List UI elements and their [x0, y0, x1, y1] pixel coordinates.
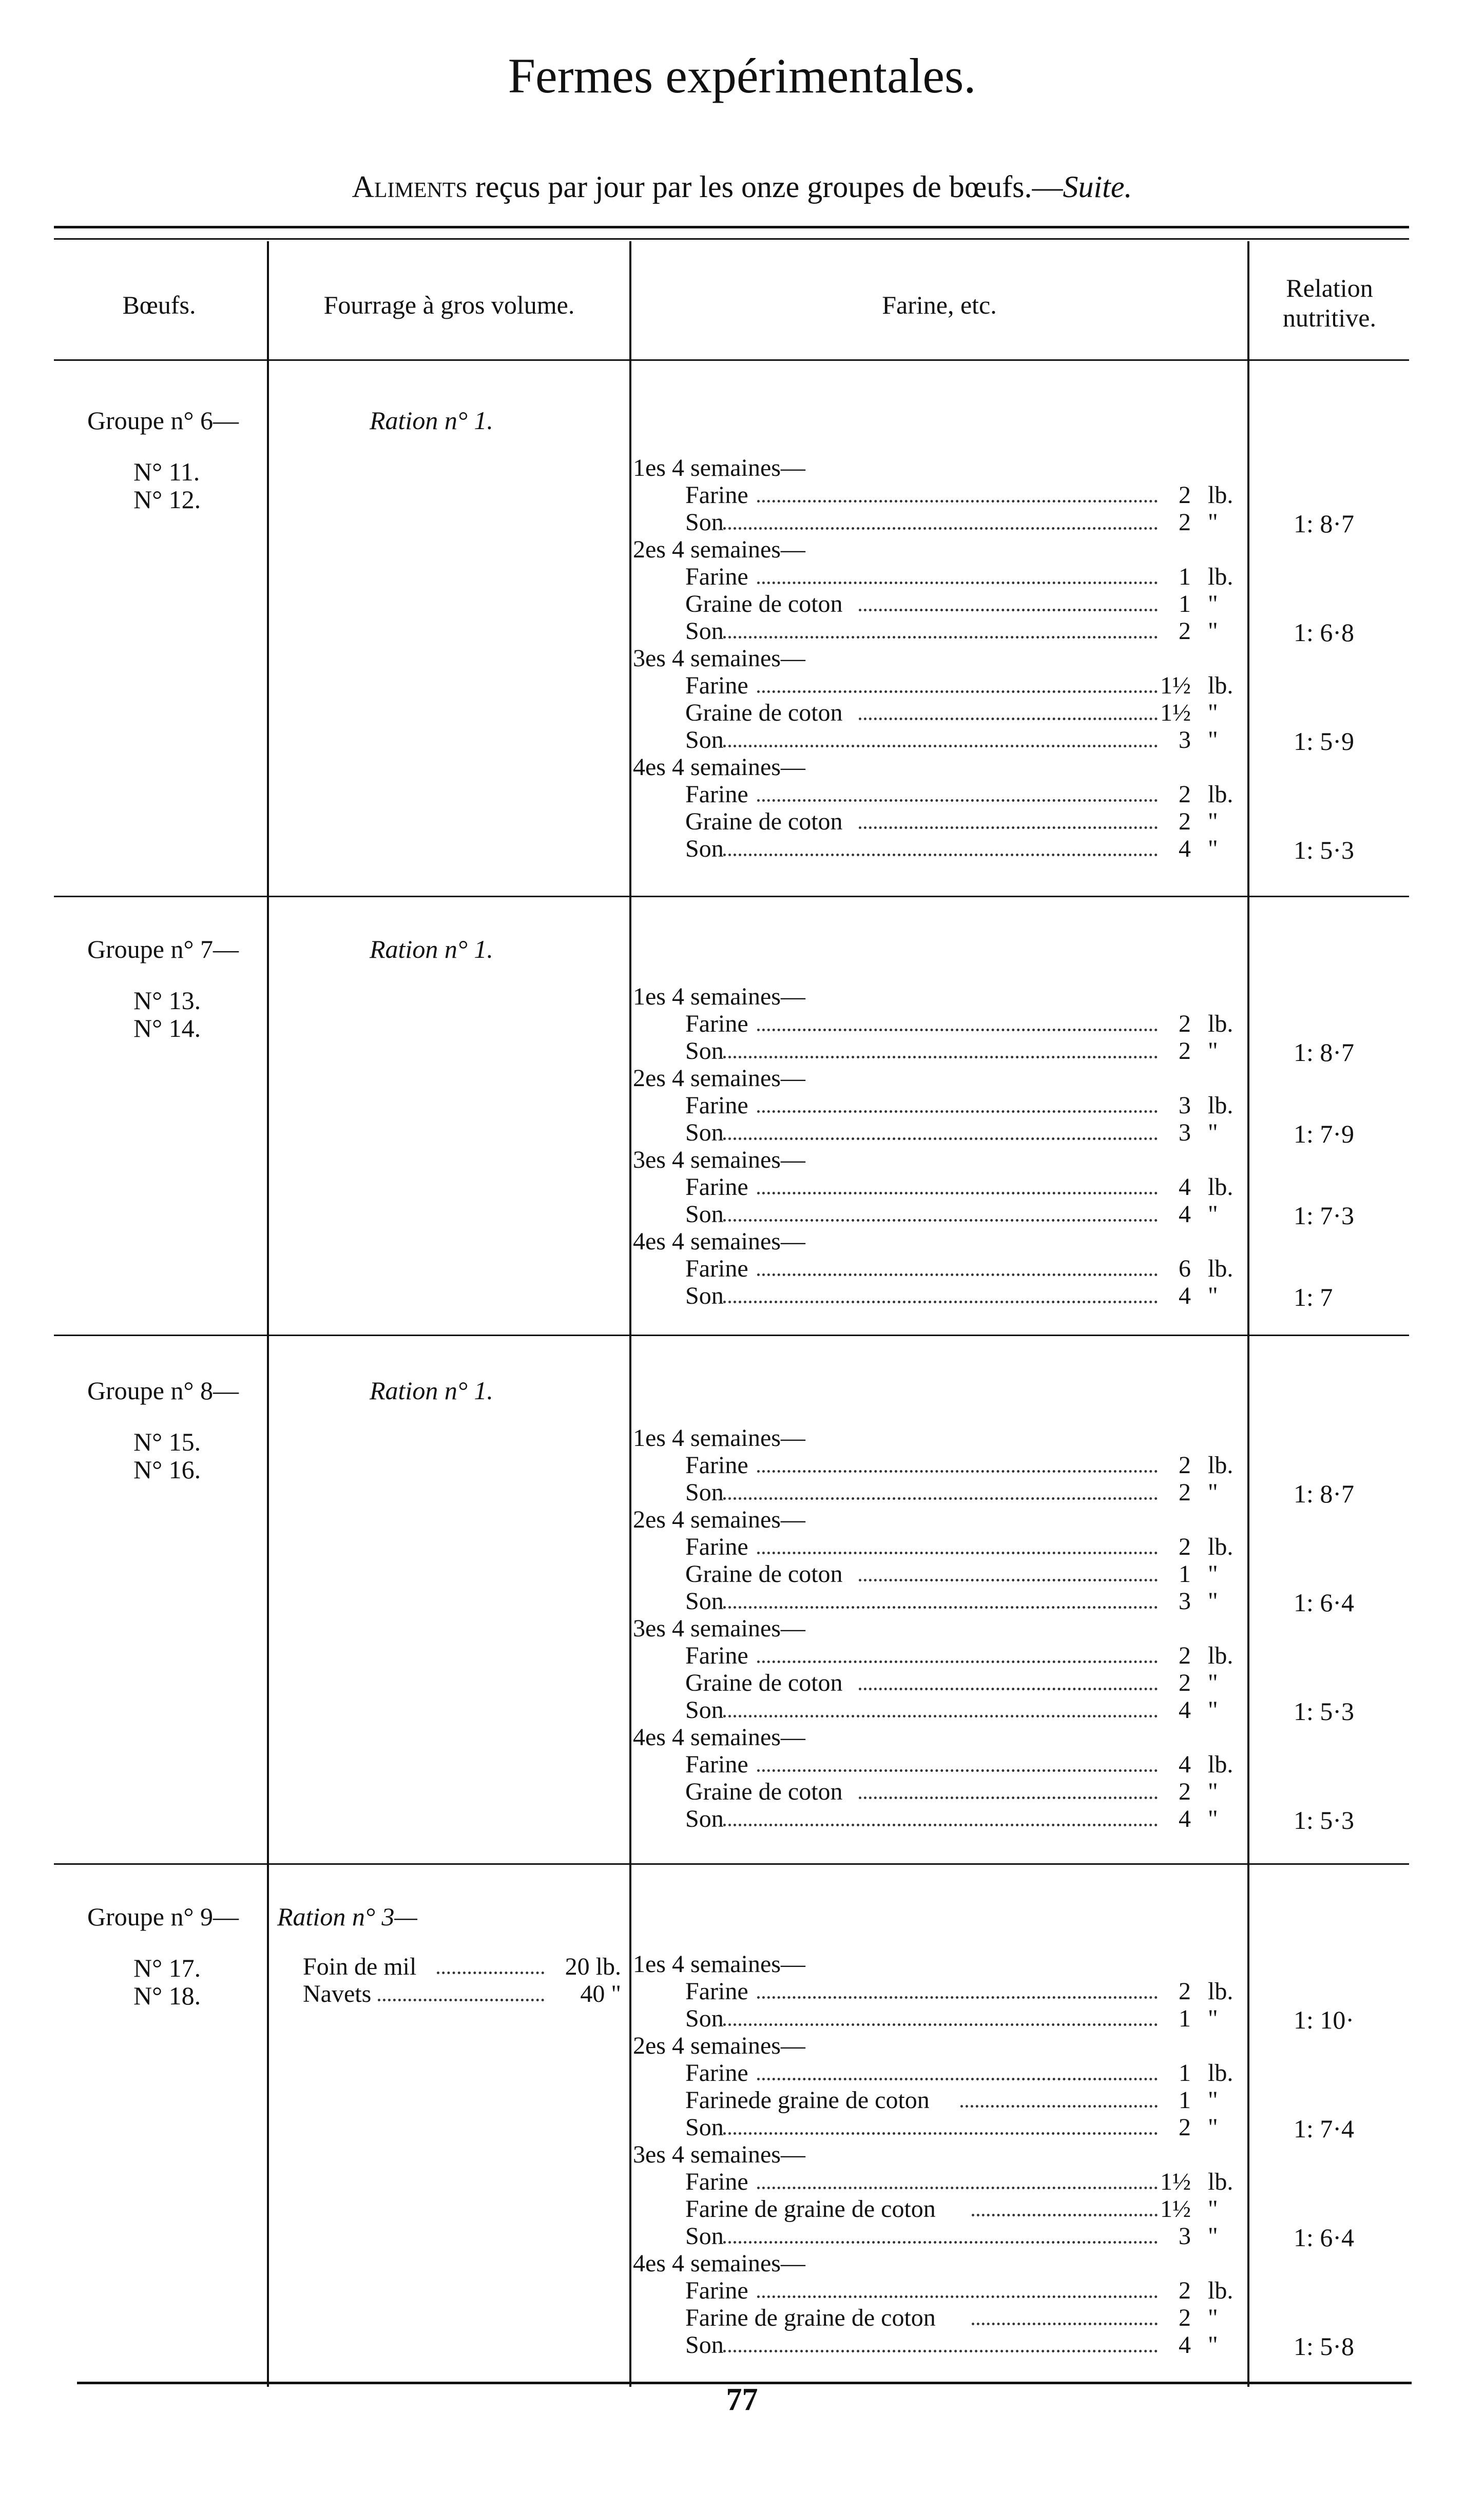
feed-row [685, 1452, 1240, 1479]
feed-quantity: 2 [1179, 1010, 1191, 1037]
dot-leader [723, 1497, 1158, 1500]
feed-quantity: 1 [1179, 563, 1191, 590]
dot-leader [757, 1769, 1158, 1772]
feed-row [685, 1119, 1240, 1146]
table-caption [0, 169, 1484, 205]
feed-quantity: 3 [1179, 1588, 1191, 1615]
feed-unit: " [1208, 1560, 1218, 1588]
feed-row [685, 2087, 1240, 2114]
feed-name: Farine [685, 1533, 748, 1560]
dot-leader [723, 2023, 1158, 2026]
header-fourrage: Fourrage à gros volume. [323, 291, 575, 319]
feed-row [685, 2277, 1240, 2304]
period-title: 3es 4 semaines— [633, 1146, 805, 1173]
period-title: 1es 4 semaines— [633, 983, 805, 1010]
animal-number: N° 18. [133, 1981, 201, 2010]
feed-row [685, 781, 1240, 808]
feed-name: Son [685, 1201, 724, 1228]
feed-unit: " [1208, 835, 1218, 862]
ration-label: Ration n° 1. [370, 406, 493, 435]
feed-name: Son [685, 1037, 724, 1065]
nutritive-ratio: 1: 7·4 [1294, 2114, 1355, 2143]
nutritive-ratio: 1: 5·3 [1294, 1697, 1355, 1726]
feed-quantity: 1 [1179, 2087, 1191, 2114]
feed-row [685, 2168, 1240, 2195]
feed-unit: lb. [1208, 563, 1234, 590]
feed-unit: " [1208, 2005, 1218, 2032]
feed-quantity: 6 [1179, 1255, 1191, 1282]
feed-row [685, 1201, 1240, 1228]
feed-quantity: 4 [1179, 1201, 1191, 1228]
animal-number: N° 13. [133, 986, 201, 1015]
dot-leader [859, 826, 1158, 829]
feed-row [685, 1642, 1240, 1669]
feed-row [685, 1037, 1240, 1065]
group-rule-3 [54, 1863, 1409, 1865]
feed-unit: lb. [1208, 1533, 1234, 1560]
animal-number: N° 12. [133, 485, 201, 514]
feed-quantity: 1½ [1160, 672, 1191, 699]
feed-quantity: 1 [1179, 590, 1191, 617]
feed-name: Farine de graine de coton [685, 2304, 936, 2331]
feed-quantity: 3 [1179, 1119, 1191, 1146]
fodder-quantity: 20 lb. [565, 1953, 621, 1980]
feed-name: Farine [685, 781, 748, 808]
feed-row [685, 2114, 1240, 2141]
header-farine: Farine, etc. [882, 291, 997, 319]
feed-row [685, 509, 1240, 536]
dot-leader [723, 1715, 1158, 1717]
header-relation-line1: Relation [1286, 274, 1373, 302]
nutritive-ratio: 1: 7·3 [1294, 1201, 1355, 1230]
group-label: Groupe n° 7— [87, 935, 239, 963]
dot-leader [859, 609, 1158, 611]
dot-leader [757, 500, 1158, 503]
nutritive-ratio: 1: 5·3 [1294, 836, 1355, 864]
dot-leader [723, 854, 1158, 856]
feed-unit: " [1208, 2304, 1218, 2331]
group-label: Groupe n° 8— [87, 1376, 239, 1405]
feed-row [685, 1560, 1240, 1588]
feed-unit: lb. [1208, 481, 1234, 509]
feed-name: Graine de coton [685, 1669, 843, 1696]
feed-name: Son [685, 1119, 724, 1146]
feed-name: Graine de coton [685, 590, 843, 617]
feed-unit: " [1208, 2114, 1218, 2141]
dot-leader [757, 1996, 1158, 1999]
group-label: Groupe n° 6— [87, 406, 239, 435]
dot-leader [723, 636, 1158, 639]
feed-name: Graine de coton [685, 808, 843, 835]
fodder-row [303, 1980, 621, 2007]
feed-quantity: 2 [1179, 2114, 1191, 2141]
period-title: 3es 4 semaines— [633, 645, 805, 672]
caption-head: Aliments [352, 170, 468, 204]
header-relation [1252, 273, 1406, 333]
feed-row [685, 481, 1240, 509]
feed-unit: " [1208, 1201, 1218, 1228]
feed-unit: " [1208, 1778, 1218, 1805]
feed-row [685, 1778, 1240, 1805]
animal-number: N° 16. [133, 1455, 201, 1484]
feed-unit: " [1208, 590, 1218, 617]
feed-quantity: 4 [1179, 1696, 1191, 1724]
period-title: 1es 4 semaines— [633, 1951, 805, 1978]
feed-unit: " [1208, 1037, 1218, 1065]
feed-row [685, 2059, 1240, 2087]
dot-leader [723, 527, 1158, 530]
feed-quantity: 4 [1179, 2331, 1191, 2359]
feed-unit: lb. [1208, 2168, 1234, 2195]
feed-quantity: 2 [1179, 1669, 1191, 1696]
dot-leader [757, 799, 1158, 802]
animal-number: N° 15. [133, 1427, 201, 1456]
nutritive-ratio: 1: 8·7 [1294, 1038, 1355, 1067]
feed-unit: " [1208, 1282, 1218, 1309]
feed-row [685, 1669, 1240, 1696]
feed-name: Son [685, 2114, 724, 2141]
nutritive-ratio: 1: 6·4 [1294, 1588, 1355, 1617]
feed-quantity: 2 [1179, 481, 1191, 509]
feed-quantity: 1 [1179, 2059, 1191, 2087]
dot-leader [960, 2105, 1158, 2108]
dot-leader [437, 1972, 544, 1974]
feed-unit: lb. [1208, 1642, 1234, 1669]
dot-leader [757, 2078, 1158, 2080]
feed-name: Farine de graine de coton [685, 2195, 936, 2223]
feed-unit: " [1208, 509, 1218, 536]
feed-quantity: 2 [1179, 1452, 1191, 1479]
dot-leader [723, 1137, 1158, 1140]
fodder-row [303, 1953, 621, 1980]
dot-leader [757, 1661, 1158, 1663]
feed-quantity: 1½ [1160, 2168, 1191, 2195]
dot-leader [859, 1579, 1158, 1581]
feed-name: Farine [685, 481, 748, 509]
feed-row [685, 672, 1240, 699]
feed-quantity: 2 [1179, 1978, 1191, 2005]
feed-name: Farine [685, 563, 748, 590]
ration-label: Ration n° 3— [277, 1902, 417, 1931]
dot-leader [723, 2350, 1158, 2352]
feed-name: Farinede graine de coton [685, 2087, 930, 2114]
feed-row [685, 590, 1240, 617]
feed-row [685, 617, 1240, 645]
feed-row [685, 1588, 1240, 1615]
feed-unit: " [1208, 2223, 1218, 2250]
feed-name: Son [685, 1282, 724, 1309]
feed-name: Son [685, 509, 724, 536]
feed-quantity: 4 [1179, 835, 1191, 862]
feed-row [685, 808, 1240, 835]
feed-quantity: 2 [1179, 509, 1191, 536]
feed-unit: " [1208, 726, 1218, 754]
feed-quantity: 2 [1179, 1642, 1191, 1669]
feed-unit: lb. [1208, 1255, 1234, 1282]
dot-leader [757, 1273, 1158, 1276]
dot-leader [757, 1029, 1158, 1031]
feed-name: Farine [685, 2168, 748, 2195]
caption-tail: Suite. [1063, 170, 1132, 204]
feed-unit: " [1208, 2331, 1218, 2359]
feed-name: Farine [685, 1452, 748, 1479]
animal-number: N° 14. [133, 1014, 201, 1042]
feed-name: Son [685, 1479, 724, 1506]
feed-row [685, 1533, 1240, 1560]
feed-row [685, 563, 1240, 590]
feed-row [685, 1805, 1240, 1832]
period-title: 4es 4 semaines— [633, 1228, 805, 1255]
feed-quantity: 2 [1179, 2304, 1191, 2331]
nutritive-ratio: 1: 6·8 [1294, 618, 1355, 647]
ration-label: Ration n° 1. [370, 935, 493, 963]
feed-name: Son [685, 617, 724, 645]
feed-unit: lb. [1208, 672, 1234, 699]
feed-quantity: 3 [1179, 726, 1191, 754]
feed-row [685, 2223, 1240, 2250]
nutritive-ratio: 1: 5·3 [1294, 1806, 1355, 1835]
feed-quantity: 4 [1179, 1173, 1191, 1201]
dot-leader [757, 1470, 1158, 1473]
col-rule-3 [1247, 241, 1249, 2387]
feed-row [685, 835, 1240, 862]
feed-unit: " [1208, 1696, 1218, 1724]
feed-row [685, 1978, 1240, 2005]
feed-name: Farine [685, 1092, 748, 1119]
feed-unit: " [1208, 2087, 1218, 2114]
dot-leader [757, 690, 1158, 693]
feed-row [685, 1696, 1240, 1724]
feed-name: Son [685, 726, 724, 754]
header-relation-line2: nutritive. [1283, 303, 1376, 332]
feed-row [685, 1255, 1240, 1282]
feed-quantity: 2 [1179, 1037, 1191, 1065]
feed-quantity: 4 [1179, 1805, 1191, 1832]
feed-name: Graine de coton [685, 1778, 843, 1805]
period-title: 4es 4 semaines— [633, 2250, 805, 2277]
dot-leader [757, 2295, 1158, 2298]
page-number: 77 [726, 2382, 758, 2417]
nutritive-ratio: 1: 8·7 [1294, 509, 1355, 538]
dot-leader [723, 2132, 1158, 2135]
caption-text: reçus par jour par les onze groupes de bœufs.— [475, 170, 1063, 204]
dot-leader [723, 1056, 1158, 1058]
animal-number: N° 17. [133, 1954, 201, 1982]
dot-leader [723, 1219, 1158, 1222]
dot-leader [972, 2214, 1158, 2216]
feed-unit: " [1208, 699, 1218, 726]
feed-name: Son [685, 2005, 724, 2032]
header-boeufs: Bœufs. [122, 291, 196, 319]
feed-name: Son [685, 1588, 724, 1615]
dot-leader [757, 2187, 1158, 2189]
feed-name: Farine [685, 1642, 748, 1669]
period-title: 1es 4 semaines— [633, 454, 805, 481]
feed-row [685, 2331, 1240, 2359]
feed-name: Farine [685, 672, 748, 699]
feed-quantity: 3 [1179, 1092, 1191, 1119]
feed-quantity: 2 [1179, 2277, 1191, 2304]
nutritive-ratio: 1: 5·9 [1294, 727, 1355, 756]
page-title: Fermes expérimentales. [508, 48, 976, 103]
feed-quantity: 4 [1179, 1282, 1191, 1309]
feed-unit: " [1208, 1588, 1218, 1615]
feed-row [685, 1282, 1240, 1309]
nutritive-ratio: 1: 8·7 [1294, 1479, 1355, 1508]
feed-row [685, 699, 1240, 726]
feed-unit: lb. [1208, 1010, 1234, 1037]
group-rule-1 [54, 896, 1409, 897]
feed-quantity: 3 [1179, 2223, 1191, 2250]
feed-name: Son [685, 2331, 724, 2359]
feed-unit: " [1208, 2195, 1218, 2223]
dot-leader [859, 1688, 1158, 1690]
group-label: Groupe n° 9— [87, 1902, 239, 1931]
feed-unit: lb. [1208, 1173, 1234, 1201]
dot-leader [378, 1999, 544, 2001]
dot-leader [859, 1797, 1158, 1799]
feed-unit: lb. [1208, 2059, 1234, 2087]
top-rule-1 [54, 226, 1409, 228]
feed-quantity: 2 [1179, 1778, 1191, 1805]
group-rule-2 [54, 1335, 1409, 1336]
feed-row [685, 2195, 1240, 2223]
feed-name: Graine de coton [685, 699, 843, 726]
feed-quantity: 1 [1179, 2005, 1191, 2032]
period-title: 2es 4 semaines— [633, 1506, 805, 1533]
feed-row [685, 726, 1240, 754]
feed-row [685, 1092, 1240, 1119]
feed-unit: " [1208, 1479, 1218, 1506]
header-rule [54, 359, 1409, 361]
feed-unit: lb. [1208, 1092, 1234, 1119]
feed-unit: " [1208, 808, 1218, 835]
period-title: 3es 4 semaines— [633, 1615, 805, 1642]
feed-name: Son [685, 1805, 724, 1832]
feed-name: Farine [685, 1173, 748, 1201]
dot-leader [723, 1301, 1158, 1303]
fodder-quantity: 40 " [580, 1980, 621, 2007]
period-title: 2es 4 semaines— [633, 1065, 805, 1092]
nutritive-ratio: 1: 7·9 [1294, 1119, 1355, 1148]
feed-name: Farine [685, 1751, 748, 1778]
feed-quantity: 1 [1179, 1560, 1191, 1588]
feed-row [685, 1173, 1240, 1201]
col-rule-2 [629, 241, 631, 2387]
fodder-name: Foin de mil [303, 1953, 417, 1980]
dot-leader [859, 718, 1158, 720]
feed-name: Graine de coton [685, 1560, 843, 1588]
dot-leader [723, 1606, 1158, 1609]
feed-row [685, 1010, 1240, 1037]
feed-unit: lb. [1208, 1452, 1234, 1479]
feed-name: Farine [685, 1255, 748, 1282]
feed-quantity: 2 [1179, 1479, 1191, 1506]
period-title: 4es 4 semaines— [633, 754, 805, 781]
feed-quantity: 1½ [1160, 2195, 1191, 2223]
dot-leader [757, 1110, 1158, 1113]
period-title: 3es 4 semaines— [633, 2141, 805, 2168]
feed-unit: " [1208, 1669, 1218, 1696]
ration-label: Ration n° 1. [370, 1376, 493, 1405]
period-title: 2es 4 semaines— [633, 536, 805, 563]
feed-name: Farine [685, 1978, 748, 2005]
feed-name: Farine [685, 2059, 748, 2087]
dot-leader [723, 2241, 1158, 2244]
dot-leader [757, 1192, 1158, 1194]
feed-quantity: 2 [1179, 808, 1191, 835]
feed-quantity: 2 [1179, 1533, 1191, 1560]
feed-name: Son [685, 2223, 724, 2250]
top-rule-2 [54, 238, 1409, 240]
feed-name: Farine [685, 2277, 748, 2304]
feed-unit: lb. [1208, 1751, 1234, 1778]
feed-row [685, 1751, 1240, 1778]
nutritive-ratio: 1: 6·4 [1294, 2223, 1355, 2252]
feed-unit: lb. [1208, 781, 1234, 808]
feed-unit: lb. [1208, 1978, 1234, 2005]
feed-row [685, 2304, 1240, 2331]
nutritive-ratio: 1: 10· [1294, 2005, 1355, 2034]
dot-leader [723, 745, 1158, 747]
dot-leader [757, 582, 1158, 584]
feed-quantity: 2 [1179, 781, 1191, 808]
feed-row [685, 1479, 1240, 1506]
feed-name: Son [685, 835, 724, 862]
col-rule-1 [267, 241, 269, 2387]
animal-number: N° 11. [133, 457, 200, 486]
feed-row [685, 2005, 1240, 2032]
period-title: 2es 4 semaines— [633, 2032, 805, 2059]
feed-unit: " [1208, 617, 1218, 645]
feed-unit: " [1208, 1805, 1218, 1832]
fodder-name: Navets [303, 1980, 372, 2007]
feed-unit: " [1208, 1119, 1218, 1146]
dot-leader [972, 2323, 1158, 2325]
feed-quantity: 4 [1179, 1751, 1191, 1778]
feed-quantity: 1½ [1160, 699, 1191, 726]
period-title: 1es 4 semaines— [633, 1424, 805, 1452]
dot-leader [723, 1824, 1158, 1826]
feed-quantity: 2 [1179, 617, 1191, 645]
nutritive-ratio: 1: 7 [1294, 1283, 1333, 1311]
feed-name: Farine [685, 1010, 748, 1037]
nutritive-ratio: 1: 5·8 [1294, 2332, 1355, 2361]
period-title: 4es 4 semaines— [633, 1724, 805, 1751]
dot-leader [757, 1552, 1158, 1554]
feed-unit: lb. [1208, 2277, 1234, 2304]
feed-name: Son [685, 1696, 724, 1724]
